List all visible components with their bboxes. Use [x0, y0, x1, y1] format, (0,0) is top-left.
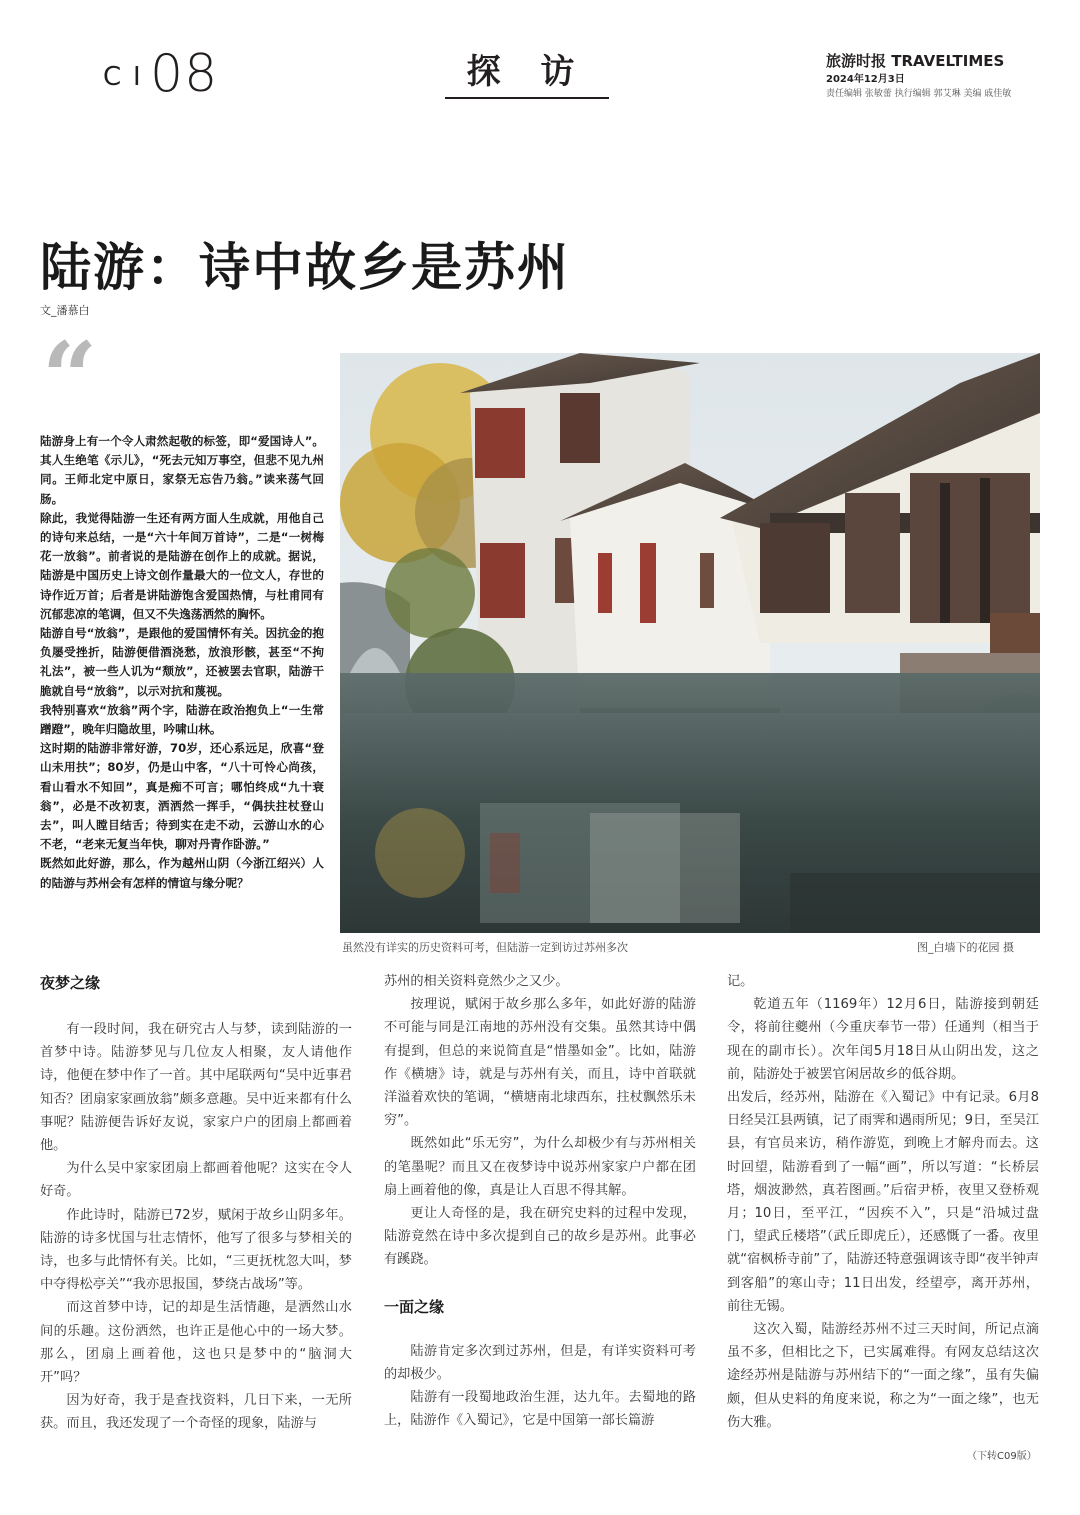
- body-paragraph: 记。: [727, 974, 754, 989]
- body-paragraph: 出发后，经苏州，陆游在《入蜀记》中有记录。6月8日经吴江县两镇，记了雨霁和遇雨所见；9日，至吴江县，有官员来访，稍作游览，到晚上才解舟而去。这时回望，陆游看到了一幅“画”，所以写道：“长桥层塔，烟波渺然，真若图画。”后宿尹桥，夜里又登桥观月；10日，至平江，“因疾不入”，只是“沿城过盘门，望武丘楼塔”（武丘即虎丘），还感慨了一番。夜里就“宿枫桥寺前”了，陆游还特意强调该寺即“夜半钟声到客船”的寒山寺；11日出发，经望亭，离开苏州，前往无锡。: [727, 1090, 1039, 1314]
- subheading-night-dream: 夜梦之缘: [40, 974, 101, 992]
- continued-notice: （下转C09版）: [967, 1451, 1037, 1462]
- intro-paragraph: 既然如此好游，那么，作为越州山阴（今浙江绍兴）人的陆游与苏州会有怎样的情谊与缘分呢？: [40, 856, 324, 890]
- body-paragraph: 为什么吴中家家团扇上都画着他呢？这实在令人好奇。: [40, 1161, 352, 1200]
- body-paragraph: 陆游有一段蜀地政治生涯，达九年。去蜀地的路上，陆游作《入蜀记》，它是中国第一部长篇游: [384, 1390, 696, 1429]
- body-paragraph: 陆游肯定多次到过苏州，但是，有详实资料可考的却极少。: [384, 1343, 696, 1382]
- article-column-1: [40, 970, 352, 1436]
- section-letter: C I: [103, 62, 142, 92]
- body-paragraph: 按理说，赋闲于故乡那么多年，如此好游的陆游不可能与同是江南地的苏州没有交集。虽然其诗中偶有提到，但总的来说简直是“惜墨如金”。比如，陆游作《横塘》诗，就是与苏州有关，而且，诗中首联就洋溢着欢快的笔调，“横塘南北埭西东，拄杖飘然乐未穷”。: [384, 997, 696, 1129]
- intro-paragraph: 除此，我觉得陆游一生还有两方面人生成就，用他自己的诗句来总结，一是“六十年间万首诗”，二是“一树梅花一放翁”。前者说的是陆游在创作上的成就。据说，陆游是中国历史上诗文创作量最大的一位文人，存世的诗作近万首；后者是讲陆游饱含爱国热情，与杜甫同有沉郁悲凉的笔调，但又不失逸荡洒然的胸怀。: [40, 510, 324, 621]
- article-column-3: [727, 970, 1039, 1434]
- subheading-one-meeting: 一面之缘: [384, 1297, 445, 1316]
- issue-date: 2024年12月3日: [826, 74, 905, 85]
- photo-credit: 图_白墙下的花园 摄: [917, 941, 1014, 954]
- intro-paragraph: 我特别喜欢“放翁”两个字，陆游在政治抱负上“一生常蹭蹬”，晚年归隐故里，吟啸山林。: [40, 702, 324, 737]
- body-paragraph: 这次入蜀，陆游经苏州不过三天时间，所记点滴虽不多，但相比之下，已实属难得。有网友总结这次途经苏州是陆游与苏州结下的“一面之缘”，虽有失偏颇，但从史料的角度来说，称之为“一面之缘”，也无伤大雅。: [727, 1322, 1039, 1430]
- article-headline: 陆游：诗中故乡是苏州: [40, 238, 571, 298]
- intro-paragraph: 陆游自号“放翁”，是跟他的爱国情怀有关。因抗金的抱负屡受挫折，陆游便借酒浇愁，放浪形骸，甚至“不拘礼法”，被一些人讥为“颓放”，还被罢去官职，陆游干脆就自号“放翁”，以示对抗和蔑视。: [40, 626, 324, 698]
- quote-mark-icon: “: [42, 321, 98, 434]
- intro-paragraph: 陆游身上有一个令人肃然起敬的标签，即“爱国诗人”。其人生绝笔《示儿》，“死去元知万事空，但悲不见九州同。王师北定中原日，家祭无忘告乃翁。”读来荡气回肠。: [40, 434, 324, 506]
- section-title: 探 访: [466, 52, 589, 92]
- body-paragraph: 更让人奇怪的是，我在研究史料的过程中发现，陆游竟然在诗中多次提到自己的故乡是苏州。此事必有蹊跷。: [384, 1206, 696, 1268]
- editor-credits: 责任编辑 张敏蕾 执行编辑 郭艾琳 美编 戚佳敏: [826, 89, 1012, 99]
- body-paragraph: 有一段时间，我在研究古人与梦，读到陆游的一首梦中诗。陆游梦见与几位友人相聚，友人请他作诗，他便在梦中作了一首。其中尾联两句“吴中近事君知否？团扇家家画放翁”颇多意趣。吴中近来都有什么事呢？陆游便告诉好友说，家家户户的团扇上都画着他。: [40, 1022, 352, 1154]
- body-paragraph: 乾道五年（1169年）12月6日，陆游接到朝廷令，将前往夔州（今重庆奉节一带）任通判（相当于现在的副市长）。次年闰5月18日从山阴出发，这之前，陆游处于被罢官闲居故乡的低谷期。: [727, 997, 1039, 1082]
- section-separator: I: [133, 62, 142, 92]
- body-paragraph: 既然如此“乐无穷”，为什么却极少有与苏州相关的笔墨呢？而且又在夜梦诗中说苏州家家户户都在团扇上画着他的像，真是让人百思不得其解。: [384, 1136, 696, 1198]
- article-intro: [40, 432, 324, 893]
- article-column-2: [384, 970, 696, 1432]
- article-byline: 文_潘慕白: [40, 304, 90, 317]
- article-photo: [340, 353, 1040, 933]
- body-paragraph: 而这首梦中诗，记的却是生活情趣，是洒然山水间的乐趣。这份洒然，也许正是他心中的一场大梦。那么，团扇上画着他，这也只是梦中的“脑洞大开”吗？: [40, 1300, 352, 1386]
- body-paragraph: 因为好奇，我于是查找资料，几日下来，一无所获。而且，我还发现了一个奇怪的现象，陆游与: [40, 1393, 352, 1432]
- photo-caption: 虽然没有详实的历史资料可考，但陆游一定到访过苏州多次: [342, 941, 628, 954]
- intro-paragraph: 这时期的陆游非常好游，70岁，还心系远足，欣喜“登山未用扶”；80岁，仍是山中客，“八十可怜心尚孩，看山看水不知回”，真是痴不可言；哪怕终成“九十衰翁”，必是不改初衷，洒洒然一挥手，“偶扶拄杖登山去”，叫人瞠目结舌；待到实在走不动，云游山水的心不老，“老来无复当年快，聊对丹青作卧游。”: [40, 741, 324, 852]
- section-title-rule: [445, 97, 609, 99]
- body-paragraph: 作此诗时，陆游已72岁，赋闲于故乡山阴多年。陆游的诗多忧国与壮志情怀，他写了很多与梦相关的诗，也多与此情怀有关。比如，“三更抚枕忽大叫，梦中夺得松亭关”“我亦思报国，梦绕古战场”等。: [40, 1207, 352, 1293]
- page-number: 08: [150, 44, 219, 104]
- body-paragraph: 苏州的相关资料竟然少之又少。: [384, 974, 569, 989]
- newspaper-name: 旅游时报 TRAVELTIMES: [826, 52, 1005, 70]
